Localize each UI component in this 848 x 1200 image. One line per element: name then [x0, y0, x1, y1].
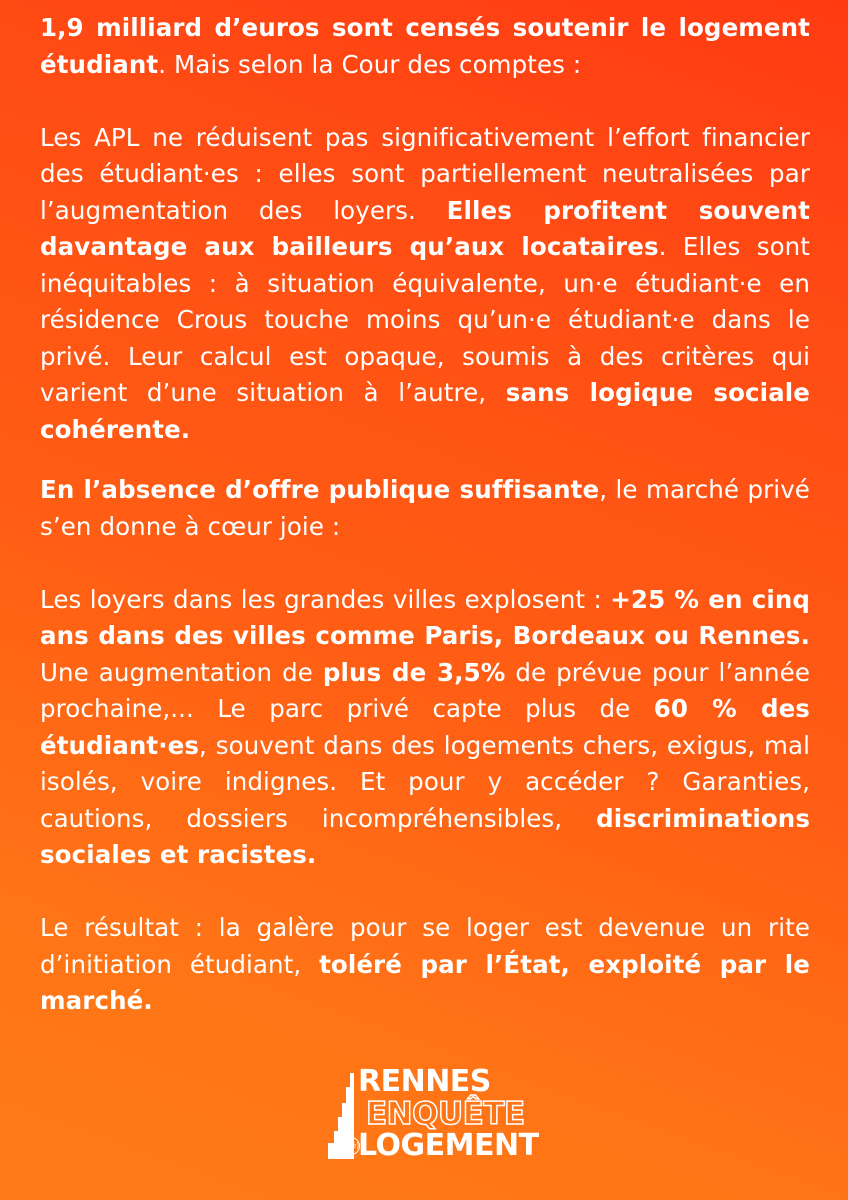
text: de prévue pour l’année prochaine,... Le parc privé capte plus de [40, 657, 811, 723]
paragraph-loyers [40, 582, 810, 874]
text: Une augmentation de [40, 657, 323, 687]
paragraph-apl [40, 120, 810, 449]
logo-line-logement: LOGEMENT [358, 1128, 539, 1163]
text-bold: sans logique sociale cohérente. [40, 378, 811, 444]
text: . Mais selon la Cour des comptes : [158, 49, 582, 79]
logo-line-rennes: RENNES [358, 1064, 491, 1099]
text: . Elles sont inéquitables : à situation équivalente, un·e étudiant·e en résidence Crous touche moins qu’un·e étudiant·e dans le privé. Leur calcul est opaque, soumis à des critères qui varient d’une situation à l’autre, [40, 232, 811, 407]
text-bold: Elles profitent souvent davantage aux bailleurs qu’aux locataires [40, 195, 810, 261]
text-bold: plus de 3,5% [322, 657, 506, 687]
text-bold: 1,9 milliard d’euros sont censés soutenir le logement étudiant [40, 13, 810, 79]
text-bold: discriminations sociales et racistes. [40, 803, 810, 869]
paragraph-offre [40, 472, 810, 545]
rennes-enquete-logement-logo [328, 1064, 539, 1167]
text: Les loyers dans les grandes villes explosent : [40, 584, 611, 614]
article-body [40, 10, 810, 1020]
text-bold: 60 % des étudiant·es [40, 694, 810, 760]
text: , le marché privé s’en donne à cœur joie : [40, 475, 810, 541]
text: , souvent dans des logements chers, exigus, mal isolés, voire indignes. Et pour y accéder ? Garanties, cautions, dossiers incompréhensibles, [40, 730, 810, 833]
text-bold: +25 % en cinq ans dans des villes comme Paris, Bordeaux ou Rennes. [40, 584, 810, 650]
text-bold: toléré par l’État, exploité par le marché. [40, 949, 811, 1015]
text: Les APL ne réduisent pas significativement l’effort financier des étudiant·es : elles sont partiellement neutralisées par l’augmentation des loyers. [40, 122, 810, 225]
paragraph-intro [40, 10, 810, 83]
text: Le résultat : la galère pour se loger est devenue un rite d’initiation étudiant, [40, 913, 810, 979]
logo-de-badge: (de) [342, 1137, 360, 1155]
text-bold: En l’absence d’offre publique suffisante [40, 475, 600, 504]
paragraph-resultat [40, 910, 810, 1020]
logo-line-enquete: ENQUÊTE [366, 1096, 525, 1132]
